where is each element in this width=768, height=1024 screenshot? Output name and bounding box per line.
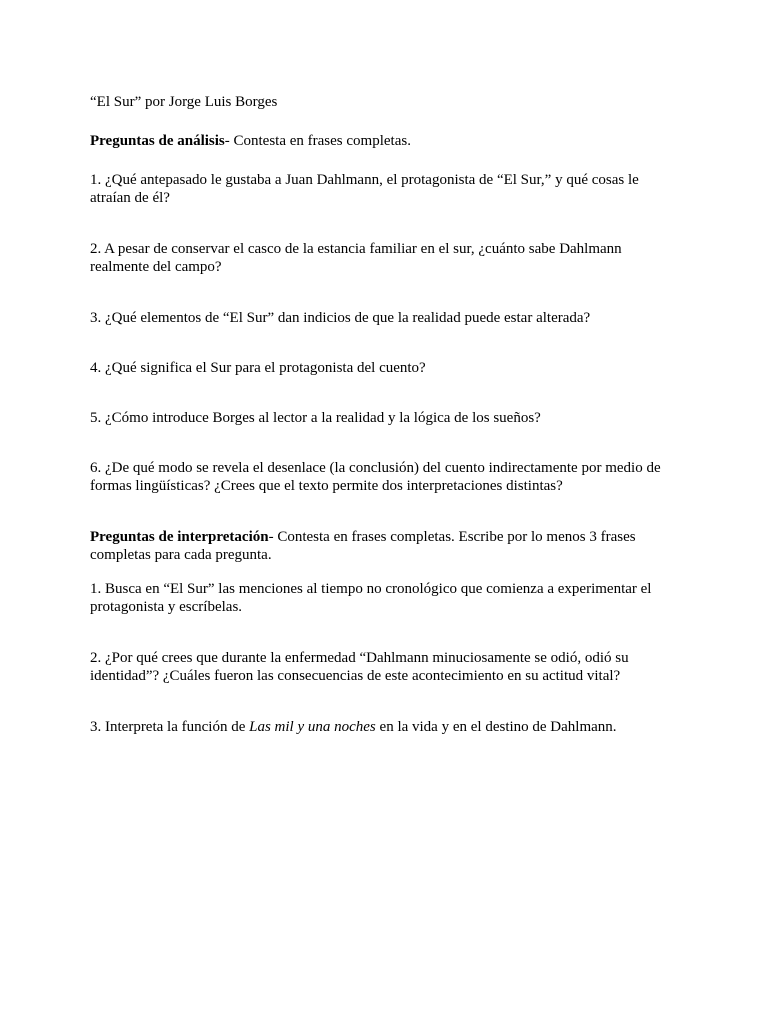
- analysis-section-heading: [90, 132, 680, 150]
- analysis-question-2: 2. A pesar de conservar el casco de la estancia familiar en el sur, ¿cuánto sabe Dahlmann realmente del campo?: [90, 241, 622, 275]
- analysis-question-5: 5. ¿Cómo introduce Borges al lector a la realidad y la lógica de los sueños?: [90, 410, 541, 426]
- analysis-question-1: 1. ¿Qué antepasado le gustaba a Juan Dahlmann, el protagonista de “El Sur,” y qué cosas le atraían de él?: [90, 172, 639, 206]
- analysis-instruction: - Contesta en frases completas.: [224, 133, 411, 149]
- interpretation-question-1: 1. Busca en “El Sur” las menciones al tiempo no cronológico que comienza a experimentar el protagonista y escríbelas.: [90, 581, 652, 615]
- interpretation-question-2: 2. ¿Por qué crees que durante la enfermedad “Dahlmann minuciosamente se odió, odió su identidad”? ¿Cuáles fueron las consecuencias de este acontecimiento en su actitud vital?: [90, 650, 629, 684]
- document-title: “El Sur” por Jorge Luis Borges: [90, 94, 278, 110]
- analysis-question-6: 6. ¿De qué modo se revela el desenlace (la conclusión) del cuento indirectamente por medio de formas lingüísticas? ¿Crees que el texto permite dos interpretaciones distintas?: [90, 460, 661, 494]
- q3-text-before: 3. Interpreta la función de: [90, 719, 250, 735]
- q3-text-after: en la vida y en el destino de Dahlmann.: [375, 719, 617, 735]
- interpretation-question-3: [90, 718, 680, 736]
- interpretation-instruction: - Contesta en frases completas. Escribe por lo menos 3 frases completas para cada pregunta.: [90, 529, 636, 563]
- document-page: [90, 93, 680, 736]
- q3-book-title: Las mil y una noches: [249, 719, 376, 735]
- analysis-heading-bold: Preguntas de análisis: [90, 133, 225, 149]
- analysis-question-3: 3. ¿Qué elementos de “El Sur” dan indicios de que la realidad puede estar alterada?: [90, 310, 591, 326]
- interpretation-heading-bold: Preguntas de interpretación: [90, 529, 269, 545]
- interpretation-section-heading: [90, 528, 680, 564]
- analysis-question-4: 4. ¿Qué significa el Sur para el protagonista del cuento?: [90, 360, 426, 376]
